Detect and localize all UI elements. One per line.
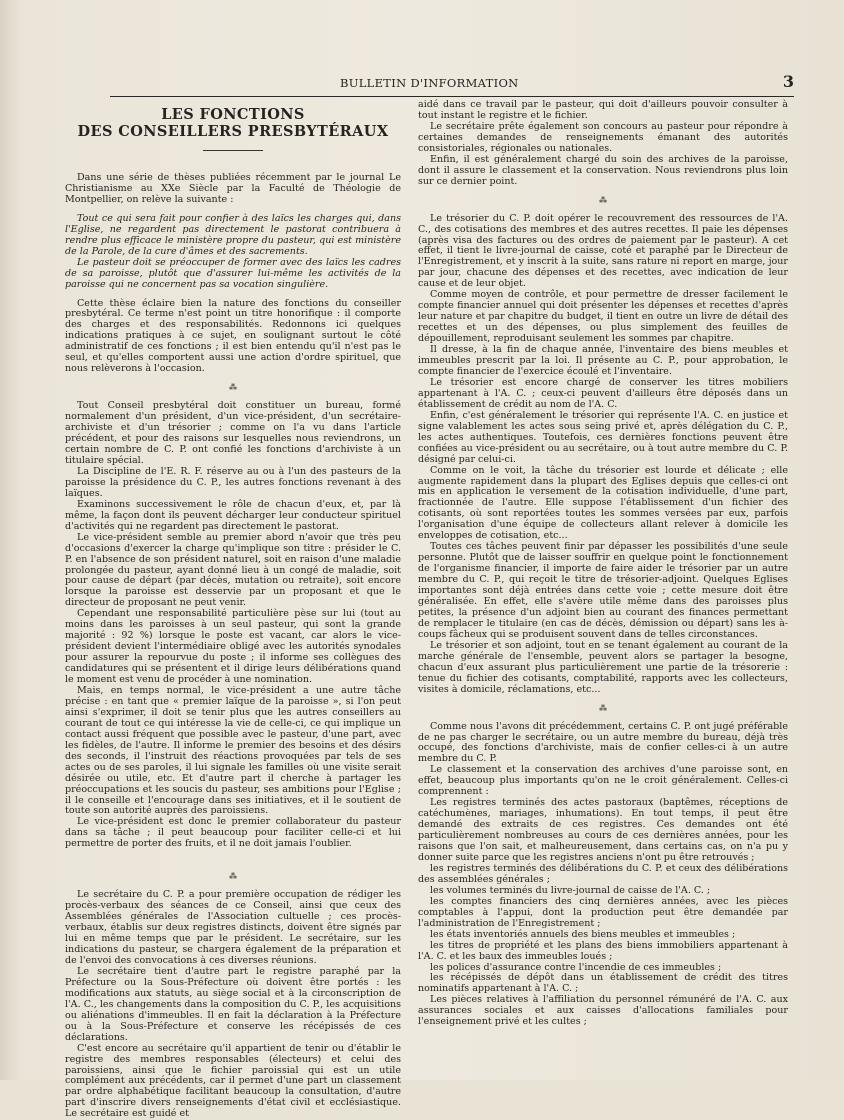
article-title-line-1: LES FONCTIONS bbox=[161, 106, 305, 123]
body-paragraph: Comme moyen de contrôle, et pour permettre de dresser facilement le compte financier annuel qui doit présenter les dépenses et recettes d'après leur nature et par chapitre du budget, il tient en outre un livre de détail des recettes et un des dépenses, ou plus simplement des feuilles de dépouillement, reproduisant seulement les sommes par chapitre. bbox=[418, 289, 788, 345]
body-paragraph: Le secrétaire du C. P. a pour première occupation de rédiger les procès-verbaux des séances de ce Conseil, ainsi que ceux des Assemblées générales de l'Association cultuelle ; ces procès-verbaux, établis sur deux registres distincts, doivent être signés par lui en même temps que par le président. Le secrétaire, sur les indications du pasteur, se chargera également de la préparation et de l'envoi des convocations à ces diverses réunions. bbox=[65, 889, 401, 966]
section-separator: ⁂ bbox=[229, 383, 237, 393]
section-separator: ⁂ bbox=[599, 195, 607, 205]
body-paragraph: C'est encore au secrétaire qu'il appartient de tenir ou d'établir le registre des membres responsables (électeurs) et celui des paroissiens, ainsi que le fichier paroissial qui est un utile complément aux précédents, car il permet d'une part un classement par ordre alphabétique facilitant beaucoup la consultation, d'autre part d'inscrire divers renseignements d'état civil et ecclésiastique. Le secrétaire est guidé et bbox=[65, 1042, 401, 1120]
quote-paragraph: Tout ce qui sera fait pour confier à des laïcs les charges qui, dans l'Eglise, ne regardent pas directement le pastorat contribuera à rendre plus efficace le ministère propre du pasteur, qui est ministère de la Parole, de la cure d'âmes et des sacrements. bbox=[65, 212, 401, 257]
article-title bbox=[65, 106, 401, 140]
list-paragraph: les polices d'assurance contre l'incendie de ces immeubles ; bbox=[430, 961, 722, 973]
right-column bbox=[418, 100, 788, 1028]
list-paragraph: Les registres terminés des actes pastoraux (baptêmes, réceptions de catéchumènes, mariages, inhumations). En tout temps, il peut être demandé des extraits de ces registres. Ces demandes ont été particulièrement nombreuses au cours de ces dernières années, pour les raisons que l'on sait, et malheureusement, dans certains cas, on n'a pu y donner suite parce que les registres anciens n'ont pu être retrouvés ; bbox=[418, 797, 788, 863]
list-paragraph: les états inventoriés annuels des biens meubles et immeubles ; bbox=[430, 928, 736, 940]
quote-paragraph: Le pasteur doit se préoccuper de former avec des laïcs les cadres de sa paroisse, plutôt que d'assurer lui-même les activités de la paroisse qui ne concernent pas sa vocation singulière. bbox=[65, 256, 401, 290]
body-paragraph: Le vice-président est donc le premier collaborateur du pasteur dans sa tâche ; il peut beaucoup pour faciliter celle-ci et lui permettre de porter des fruits, et il ne doit jamais l'oublier. bbox=[65, 816, 401, 850]
body-paragraph: Mais, en temps normal, le vice-président a une autre tâche précise : en tant que « premier laïque de la paroisse », si l'on peut ainsi s'exprimer, il doit se tenir plus que les autres conseillers au courant de tout ce qui intéresse la vie de celle-ci, ce qui implique un contact aussi fréquent que possible avec le pasteur, d'une part, avec les fidèles, de l'autre. Il informe le premier des besoins et des désirs des seconds, il l'instruit des réactions provoquées par tels de ses actes ou de ses paroles, il lui signale les familles où une visite serait désirée ou utile, etc. Et d'autre part il cherche à partager les préoccupations et les soucis du pasteur, ses ambitions pour l'Eglise ; il le conseille et l'encourage dans ses initiatives, et il le soutient de toute son autorité auprès des paroissiens. bbox=[65, 684, 401, 817]
section-separator: ⁂ bbox=[229, 872, 237, 882]
section-separator: ⁂ bbox=[599, 703, 607, 713]
body-paragraph: Le trésorier est encore chargé de conserver les titres mobiliers appartenant à l'A. C. ; ceux-ci peuvent d'ailleurs être déposés dans un établissement de crédit au nom de l'A. C. bbox=[418, 376, 788, 410]
list-paragraph: les titres de propriété et les plans des biens immobiliers appartenant à l'A. C. et les baux des immeubles loués ; bbox=[418, 939, 788, 962]
body-paragraph: Enfin, c'est généralement le trésorier qui représente l'A. C. en justice et signe valablement les actes sous seing privé et, après délégation du C. P., les actes authentiques. Toutefois, ces dernières fonctions peuvent être confiées au vice-président ou au secrétaire, ou à tout autre membre du C. P. désigné par celui-ci. bbox=[418, 409, 788, 465]
intro-paragraph: Dans une série de thèses publiées récemment par le journal Le Christianisme au XXe Siècle par la Faculté de Théologie de Montpellier, on relève la suivante : bbox=[65, 172, 401, 205]
body-paragraph: Tout Conseil presbytéral doit constituer un bureau, formé normalement d'un président, d'un vice-président, d'un secrétaire-archiviste et d'un trésorier ; comme on l'a vu dans l'article précédent, et pour des raisons sur lesquelles nous reviendrons, un certain nombre de C. P. ont confié les fonctions d'archiviste à un titulaire spécial. bbox=[65, 400, 401, 466]
list-paragraph: les comptes financiers des cinq dernières années, avec les pièces comptables à l'appui, dont la production peut être demandée par l'administration de l'Enregistrement ; bbox=[418, 895, 788, 929]
article-title-line-2: DES CONSEILLERS PRESBYTÉRAUX bbox=[77, 123, 389, 140]
body-paragraph: Le trésorier et son adjoint, tout en se tenant également au courant de la marche générale de l'ensemble, peuvent alors se partager la besogne, chacun d'eux assurant plus particulièrement une partie de la trésorerie : tenue du fichier des cotisants, comptabilité, rapports avec les collecteurs, visites à domicile, réclamations, etc... bbox=[418, 639, 788, 695]
body-paragraph: Il dresse, à la fin de chaque année, l'inventaire des biens meubles et immeubles prescrit par la loi. Il présente au C. P., pour approbation, le compte financier de l'exercice écoulé et l'inventaire. bbox=[418, 344, 788, 377]
body-paragraph: La Discipline de l'E. R. F. réserve au ou à l'un des pasteurs de la paroisse la présidence du C. P., les autres fonctions revenant à des laïques. bbox=[65, 465, 401, 499]
body-paragraph: Le vice-président semble au premier abord n'avoir que très peu d'occasions d'exercer la charge qu'implique son titre : présider le C. P. en l'absence de son président naturel, soit en raison d'une maladie prolongée du pasteur, ayant donné lieu à un congé de maladie, soit pour cause de départ (par décès, mutation ou retraite), soit encore lorsque la paroisse est desservie par un proposant et que le directeur de proposant ne peut venir. bbox=[65, 531, 401, 609]
list-paragraph: les volumes terminés du livre-journal de caisse de l'A. C. ; bbox=[430, 884, 711, 896]
body-paragraph: aidé dans ce travail par le pasteur, qui doit d'ailleurs pouvoir consulter à tout instant le registre et le fichier. bbox=[418, 99, 788, 121]
body-paragraph: Le classement et la conservation des archives d'une paroisse sont, en effet, beaucoup plus importants qu'on ne le croit généralement. Celles-ci comprennent : bbox=[418, 764, 788, 798]
body-paragraph: Examinons successivement le rôle de chacun d'eux, et, par là même, la façon dont ils peuvent décharger leur conducteur spirituel d'activités qui ne regardent pas directement le pastorat. bbox=[65, 498, 401, 532]
body-paragraph: Comme on le voit, la tâche du trésorier est lourde et délicate ; elle augmente rapidement dans la plupart des Eglises depuis que celles-ci ont mis en application le versement de la cotisation individuelle, d'une part, fractionnée de l'autre. Elle suppose l'établissement d'un fichier des cotisants, où sont reportées toutes les sommes versées par eux, parfois l'organisation d'une équipe de collecteurs allant relever à domicile les enveloppes de cotisation, etc... bbox=[418, 464, 788, 542]
list-paragraph: Les pièces relatives à l'affiliation du personnel rémunéré de l'A. C. aux assurances sociales et aux caisses d'allocations familiales pour l'enseignement privé et les cultes ; bbox=[418, 994, 788, 1028]
bulletin-title: BULLETIN D'INFORMATION bbox=[340, 76, 519, 90]
list-paragraph: les récépissés de dépôt dans un établissement de crédit des titres nominatifs appartenant à l'A. C. ; bbox=[418, 972, 788, 995]
body-paragraph: Toutes ces tâches peuvent finir par dépasser les possibilités d'une seule personne. Plutôt que de laisser souffrir en quelque point le fonctionnement de l'organisme financier, il importe de faire aider le trésorier par un autre membre du C. P., qui reçoit le titre de trésorier-adjoint. Quelques Eglises importantes sont déjà entrées dans cette voie ; cette mesure doit être généralisée. En effet, elle s'avère utile même dans des paroisses plus petites, la présence d'un adjoint bien au courant des finances permettant de remplacer le titulaire (en cas de décès, démission ou départ) sans les à-coups fâcheux qui se produisent souvent dans de telles circonstances. bbox=[418, 541, 788, 640]
body-paragraph: Le secrétaire prête également son concours au pasteur pour répondre à certaines demandes de renseignements émanant des autorités consistoriales, régionales ou nationales. bbox=[418, 120, 788, 154]
body-paragraph: Le secrétaire tient d'autre part le registre paraphé par la Préfecture ou la Sous-Préfecture où doivent être portés : les modifications aux statuts, au siège social et à la circonscription de l'A. C., les changements dans la composition du C. P., les acquisitions ou aliénations d'immeubles. Il en fait la déclaration à la Préfecture ou à la Sous-Préfecture et conserve les récépissés de ces déclarations. bbox=[65, 965, 401, 1043]
body-paragraph: Le trésorier du C. P. doit opérer le recouvrement des ressources de l'A. C., des cotisations des membres et des autres recettes. Il paie les dépenses (après visa des factures ou des ordres de paiement par le pasteur). A cet effet, il tient le livre-journal de caisse, coté et paraphé par le Directeur de l'Enregistrement, et y inscrit à la suite, sans rature ni report en marge, jour par jour, chacune des dépenses et des recettes, avec indication de leur cause et de leur objet. bbox=[418, 212, 788, 290]
body-paragraph: Cependant une responsabilité particulière pèse sur lui (tout au moins dans les paroisses à un seul pasteur, qui sont la grande majorité : 92 %) lorsque le poste est vacant, car alors le vice-président devient l'intermédiaire obligé avec les autorités synodales pour assurer la repourvue du poste ; il informe ses collègues des candidatures qui se présentent et il dirige leurs délibérations quand le moment est venu de procéder à une nomination. bbox=[65, 608, 401, 686]
page-header bbox=[110, 72, 794, 97]
title-divider bbox=[203, 150, 263, 151]
body-paragraph: Comme nous l'avons dit précédemment, certains C. P. ont jugé préférable de ne pas charger le secrétaire, ou un autre membre du bureau, déjà très occupé, des fonctions d'archiviste, mais de confier celles-ci à un autre membre du C. P. bbox=[418, 720, 788, 765]
page-number: 3 bbox=[782, 72, 794, 91]
list-paragraph: les registres terminés des délibérations du C. P. et ceux des délibérations des assemblées générales ; bbox=[418, 862, 788, 885]
left-column bbox=[65, 100, 401, 1120]
body-paragraph: Cette thèse éclaire bien la nature des fonctions du conseiller presbytéral. Ce terme n'est point un titre honorifique : il comporte des charges et des responsabilités. Redonnons ici quelques indications pratiques à ce sujet, en soulignant surtout le côté administratif de ces fonctions ; il est bien entendu qu'il n'est pas le seul, et qu'elles comportent aussi une action d'ordre spirituel, que nous relèverons à l'occasion. bbox=[65, 297, 401, 375]
body-paragraph: Enfin, il est généralement chargé du soin des archives de la paroisse, dont il assure le classement et la conservation. Nous reviendrons plus loin sur ce dernier point. bbox=[418, 153, 788, 187]
